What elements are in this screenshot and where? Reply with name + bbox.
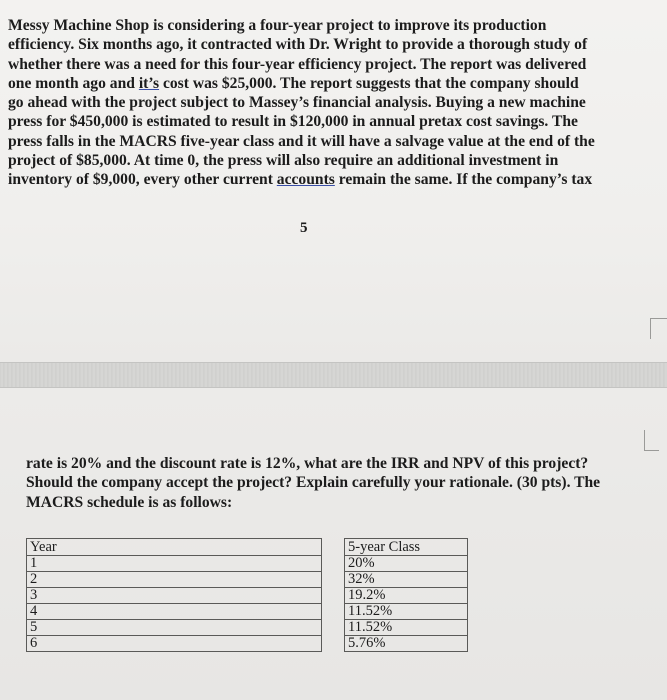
text-line: project of $85,000. At time 0, the press will also require an additional investment in: [8, 152, 559, 170]
text-line: Should the company accept the project? Explain carefully your rationale. (30 pts). The: [26, 474, 601, 492]
underlined-word: accounts: [276, 171, 335, 189]
page-corner-mark: [644, 430, 659, 451]
problem-paragraph-part-1: [8, 16, 660, 190]
problem-paragraph-part-2: [26, 454, 646, 512]
text-line: efficiency. Six months ago, it contracted with Dr. Wright to provide a thorough study of: [8, 36, 588, 54]
rate-cell: 11.52%: [345, 604, 468, 620]
rate-cell: 19.2%: [345, 588, 468, 604]
text-line: Messy Machine Shop is considering a four-year project to improve its production: [8, 17, 547, 34]
text-line: MACRS schedule is as follows:: [26, 493, 233, 511]
table-row: [27, 604, 468, 620]
year-cell: 6: [27, 636, 322, 652]
table-row: [27, 572, 468, 588]
year-cell: 2: [27, 572, 322, 588]
year-header: Year: [27, 539, 322, 556]
text-fragment: one month ago and: [8, 74, 139, 92]
text-fragment: remain the same. If the company’s tax: [334, 171, 593, 189]
table-row: [27, 556, 468, 572]
text-line: press for $450,000 is estimated to result in $120,000 in annual pretax cost savings. The: [8, 113, 578, 131]
year-cell: 3: [27, 588, 322, 604]
text-fragment: cost was $25,000. The report suggests that the company should: [159, 74, 579, 92]
rate-cell: 20%: [345, 556, 468, 572]
rate-cell: 11.52%: [345, 620, 468, 636]
page-corner-mark: [650, 318, 667, 339]
year-cell: 1: [27, 556, 322, 572]
text-line: [8, 170, 660, 189]
macrs-schedule-table: [26, 538, 468, 652]
text-fragment: inventory of $9,000, every other current: [8, 171, 277, 189]
table-header-row: [27, 539, 468, 556]
year-cell: 4: [27, 604, 322, 620]
year-cell: 5: [27, 620, 322, 636]
rate-cell: 5.76%: [345, 636, 468, 652]
table-row: [27, 636, 468, 652]
text-line: press falls in the MACRS five-year class and it will have a salvage value at the end of the: [8, 132, 595, 150]
page-break-divider: [0, 362, 667, 388]
text-line: rate is 20% and the discount rate is 12%, what are the IRR and NPV of this project?: [26, 455, 589, 472]
class-header: 5-year Class: [345, 539, 468, 556]
text-line: go ahead with the project subject to Massey’s financial analysis. Buying a new machine: [8, 94, 586, 112]
underlined-word: it’s: [138, 74, 160, 92]
page-number: 5: [300, 220, 308, 236]
text-line: whether there was a need for this four-year efficiency project. The report was delivered: [8, 55, 587, 73]
table-row: [27, 620, 468, 636]
table-row: [27, 588, 468, 604]
rate-cell: 32%: [345, 572, 468, 588]
document-page-2: [0, 388, 667, 700]
text-line: [8, 74, 660, 93]
